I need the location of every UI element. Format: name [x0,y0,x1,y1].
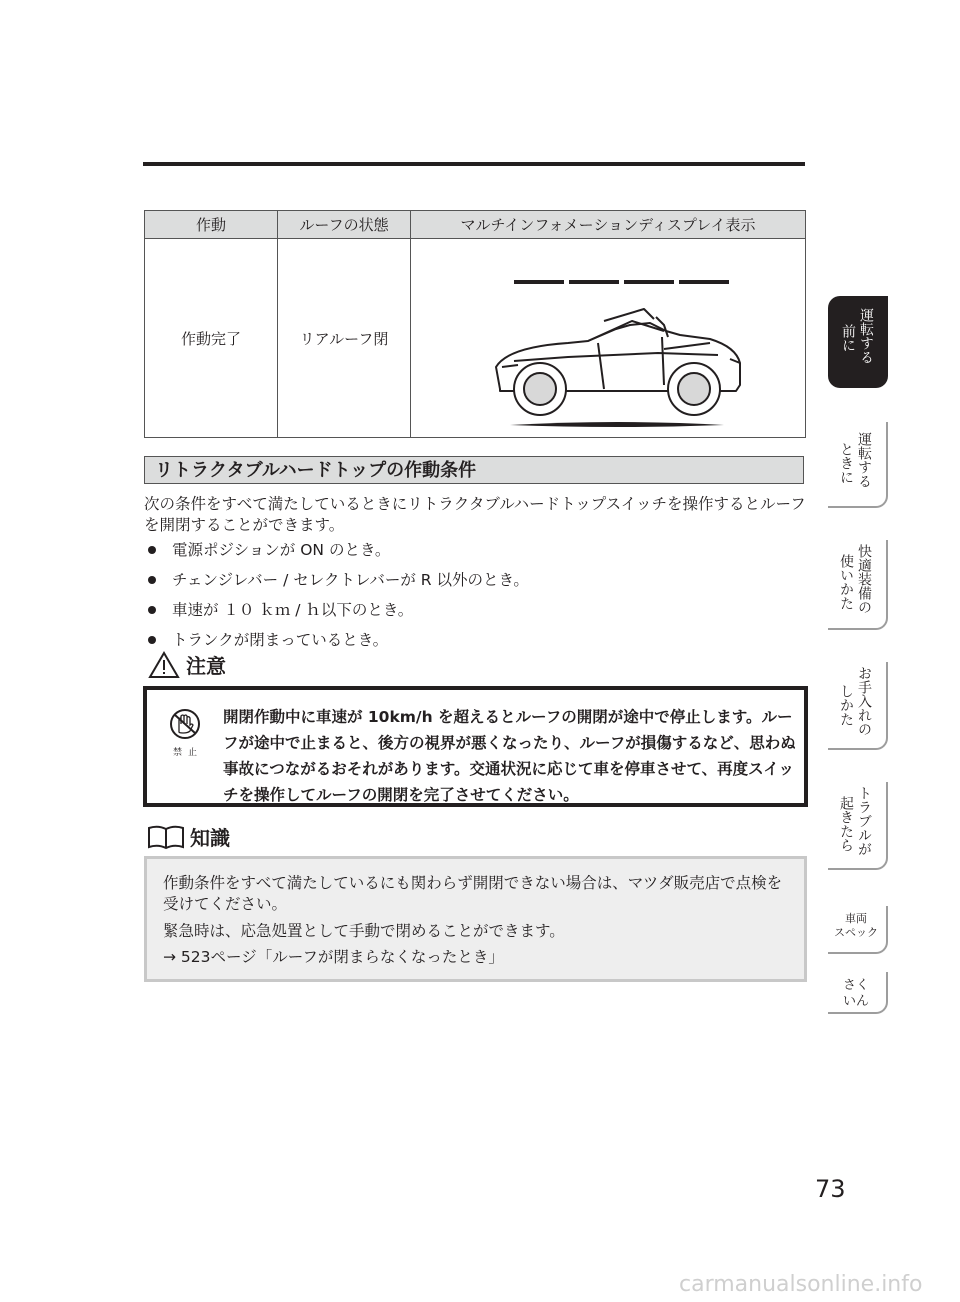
tab-when-driving[interactable]: 運転する ときに [828,422,888,508]
list-item: トランクが閉まっているとき。 [144,627,804,653]
conditions-heading: リトラクタブルハードトップの作動条件 [144,456,804,484]
roof-status-table [144,210,806,438]
tab-comfort-features[interactable]: 快適装備の 使いかた [828,540,888,630]
cell-action: 作動完了 [145,239,278,438]
tab-index[interactable]: さく いん [828,972,888,1014]
car-display-image [418,239,798,433]
page-number: 73 [815,1175,846,1203]
tab-troubleshooting[interactable]: トラブルが 起きたら [828,782,888,870]
warning-triangle-icon [148,651,180,679]
knowledge-box [144,856,807,982]
bullet-icon [148,546,156,554]
watermark: carmanualsonline.info [679,1272,923,1297]
prohibited-hand-icon [169,708,201,740]
knowledge-title: 知識 [190,826,230,850]
top-rule [143,162,805,166]
caution-text: 開閉作動中に車速が 10km/h を超えるとルーフの開閉が途中で停止します。ルーフが途中で止まると、後方の視界が悪くなったり、ルーフが損傷するなど、思わぬ事故につながるおそれがあります。交通状況に応じて車を停車させて、再度スイッチを操作してルーフの開閉を完了させてください。 [223,708,796,804]
prohibited-label: 禁止 [173,748,204,758]
header-roof-state: ルーフの状態 [278,211,411,239]
cell-roof-state: リアルーフ閉 [278,239,411,438]
tab-before-driving[interactable]: 運転する 前に [828,296,888,388]
conditions-intro: 次の条件をすべて満たしているときにリトラクタブルハードトップスイッチを操作するとルーフを開閉することができます。 [144,495,806,534]
knowledge-paragraph-1: 作動条件をすべて満たしているにも関わらず開閉できない場合は、マツダ販売店で点検を受けてください。 [163,874,783,913]
knowledge-paragraph-2: 緊急時は、応急処置として手動で閉めることができます。 [163,922,565,940]
tab-specifications[interactable]: 車両 スペック [828,906,888,954]
header-action: 作動 [145,211,278,239]
knowledge-reference-link[interactable]: → 523ページ「ルーフが閉まらなくなったとき」 [163,948,504,966]
conditions-list [144,537,804,657]
header-display: マルチインフォメーションディスプレイ表示 [411,211,806,239]
prohibited-sign [167,708,203,760]
knowledge-heading [146,822,230,851]
list-item: 車速が １０ ｋｍ / ｈ以下のとき。 [144,597,804,623]
bullet-icon [148,576,156,584]
list-item: 電源ポジションが ON のとき。 [144,537,804,563]
list-item: チェンジレバー / セレクトレバーが R 以外のとき。 [144,567,804,593]
display-illustration-cell [411,239,806,438]
caution-box [143,686,808,807]
bullet-icon [148,636,156,644]
bullet-icon [148,606,156,614]
caution-heading [148,650,226,679]
caution-title: 注意 [186,654,226,678]
tab-maintenance[interactable]: お手入れの しかた [828,662,888,750]
open-book-icon [146,823,186,851]
